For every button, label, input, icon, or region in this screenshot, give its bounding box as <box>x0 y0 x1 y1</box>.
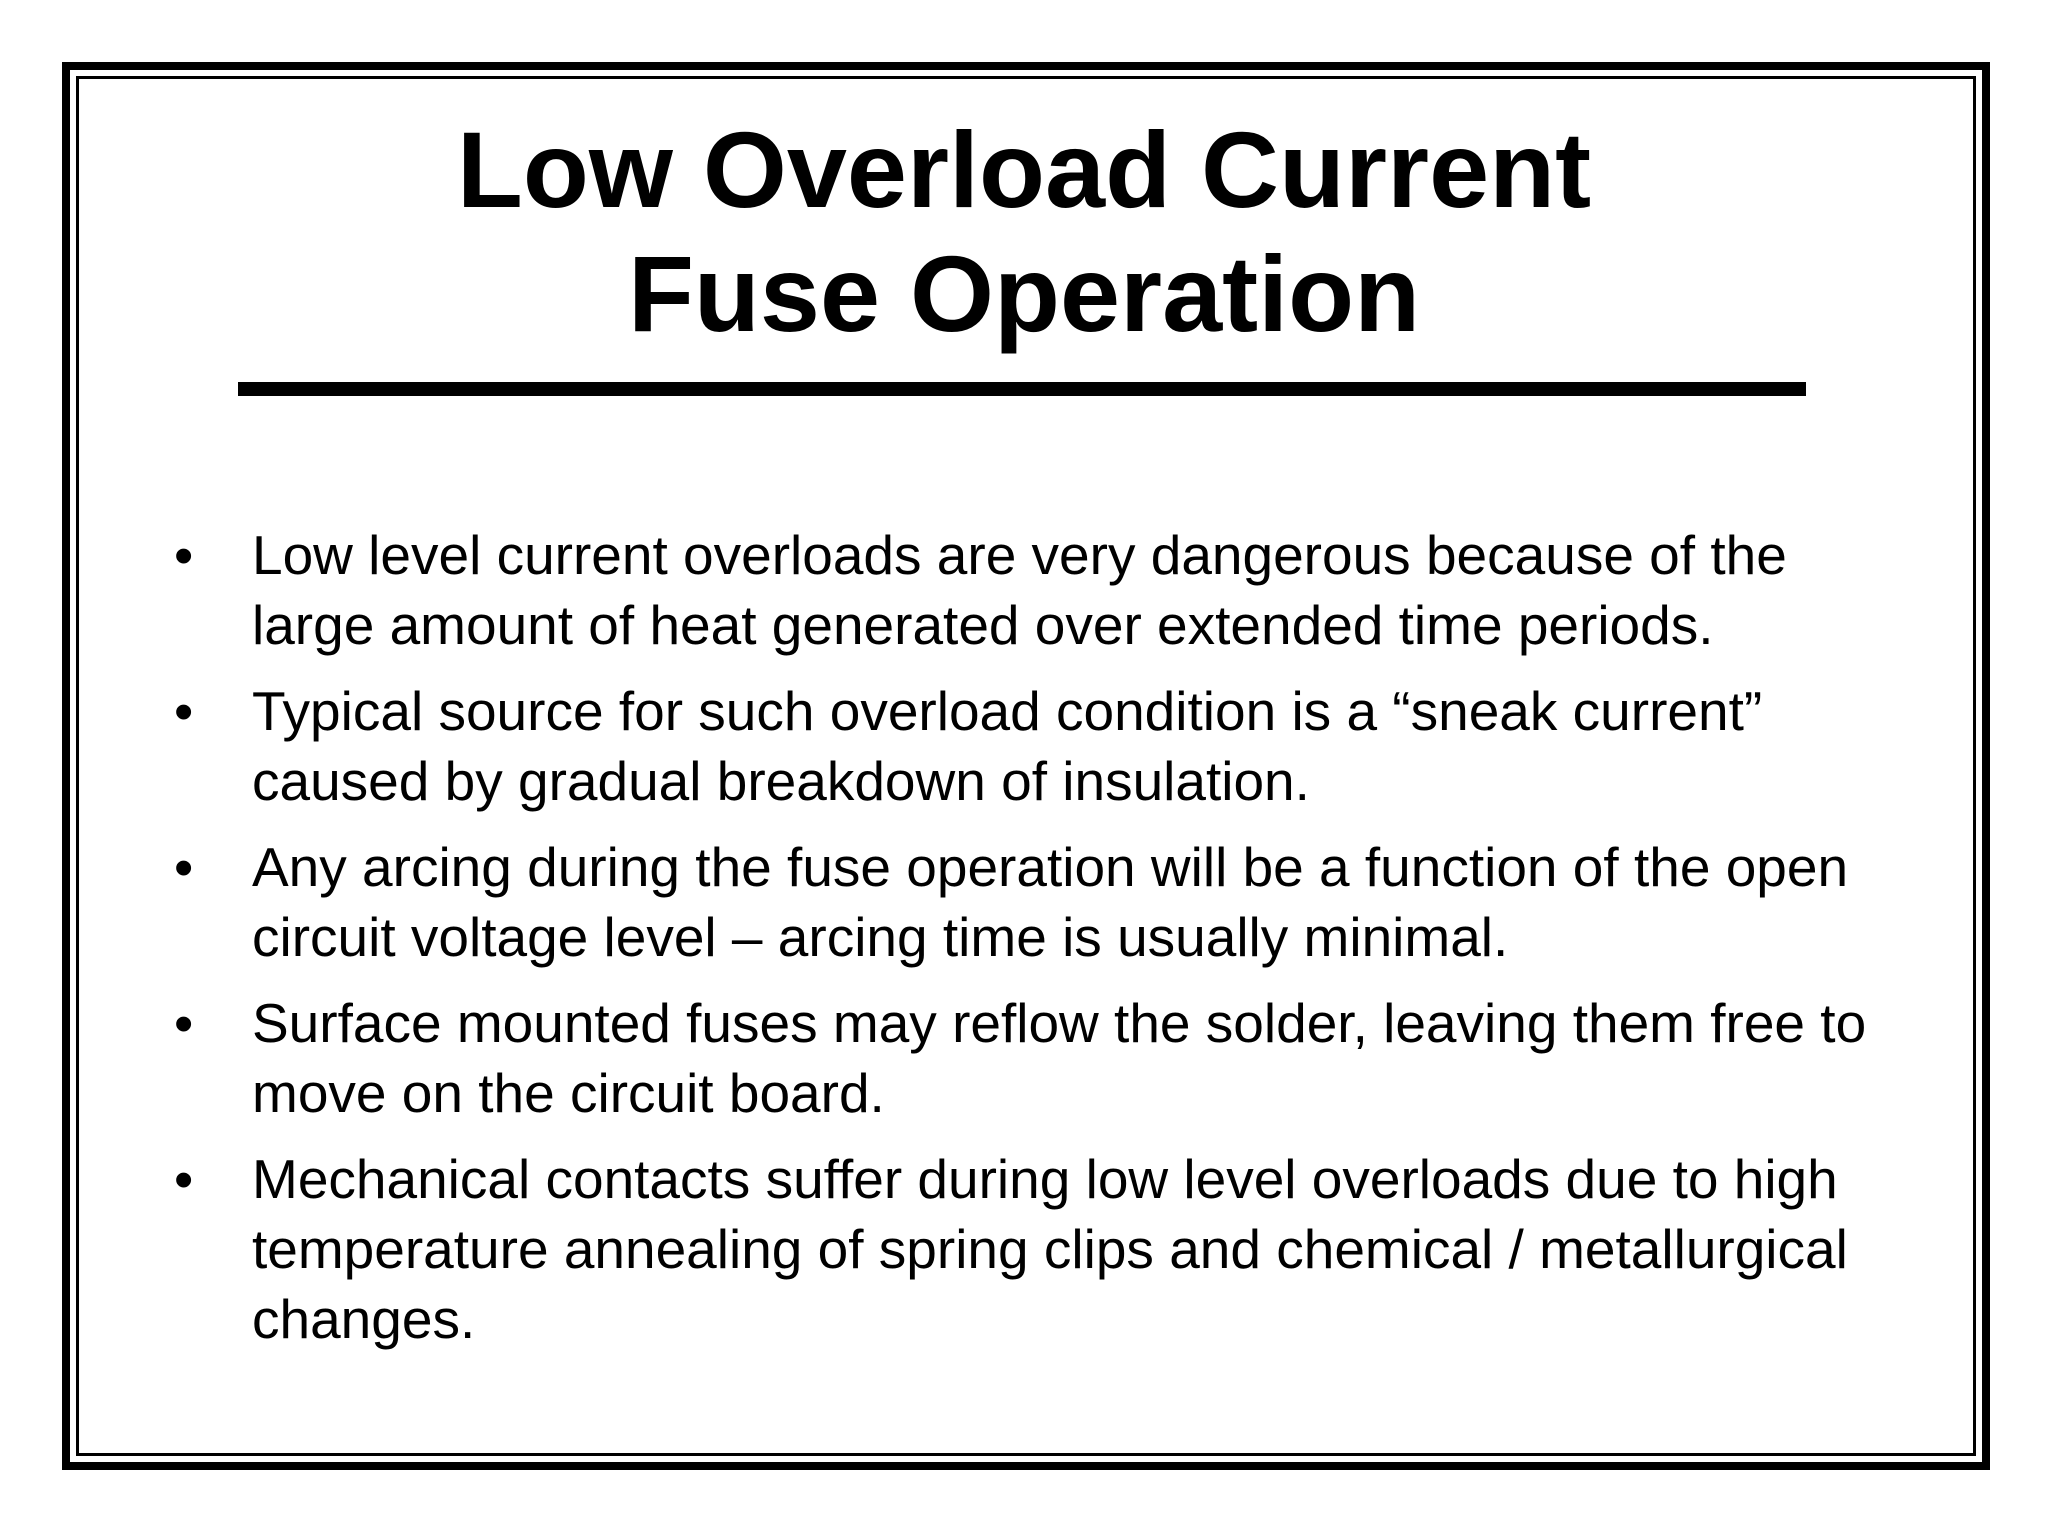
bullet-icon: • <box>174 524 194 586</box>
bullet-icon: • <box>174 680 194 742</box>
bullet-text: Surface mounted fuses may reflow the solder, leaving them free to move on the circuit board. <box>252 992 1867 1124</box>
bullet-list <box>160 520 1920 1370</box>
bullet-text: Low level current overloads are very dangerous because of the large amount of heat generated over extended time periods. <box>252 524 1787 656</box>
bullet-item <box>160 988 1920 1128</box>
bullet-text: Any arcing during the fuse operation will be a function of the open circuit voltage level – arcing time is usually minimal. <box>252 836 1849 968</box>
bullet-icon: • <box>174 992 194 1054</box>
bullet-item <box>160 520 1920 660</box>
bullet-item <box>160 676 1920 816</box>
bullet-item <box>160 1144 1920 1354</box>
slide-title-line-2: Fuse Operation <box>627 233 1421 354</box>
bullet-text: Mechanical contacts suffer during low level overloads due to high temperature annealing of spring clips and chemical / metallurgical changes. <box>252 1148 1848 1350</box>
bullet-text: Typical source for such overload condition is a “sneak current” caused by gradual breakdown of insulation. <box>252 680 1763 812</box>
bullet-icon: • <box>174 1148 194 1210</box>
slide-title <box>80 108 1968 356</box>
bullet-icon: • <box>174 836 194 898</box>
bullet-item <box>160 832 1920 972</box>
slide-title-line-1: Low Overload Current <box>456 109 1592 230</box>
title-divider <box>238 382 1806 396</box>
